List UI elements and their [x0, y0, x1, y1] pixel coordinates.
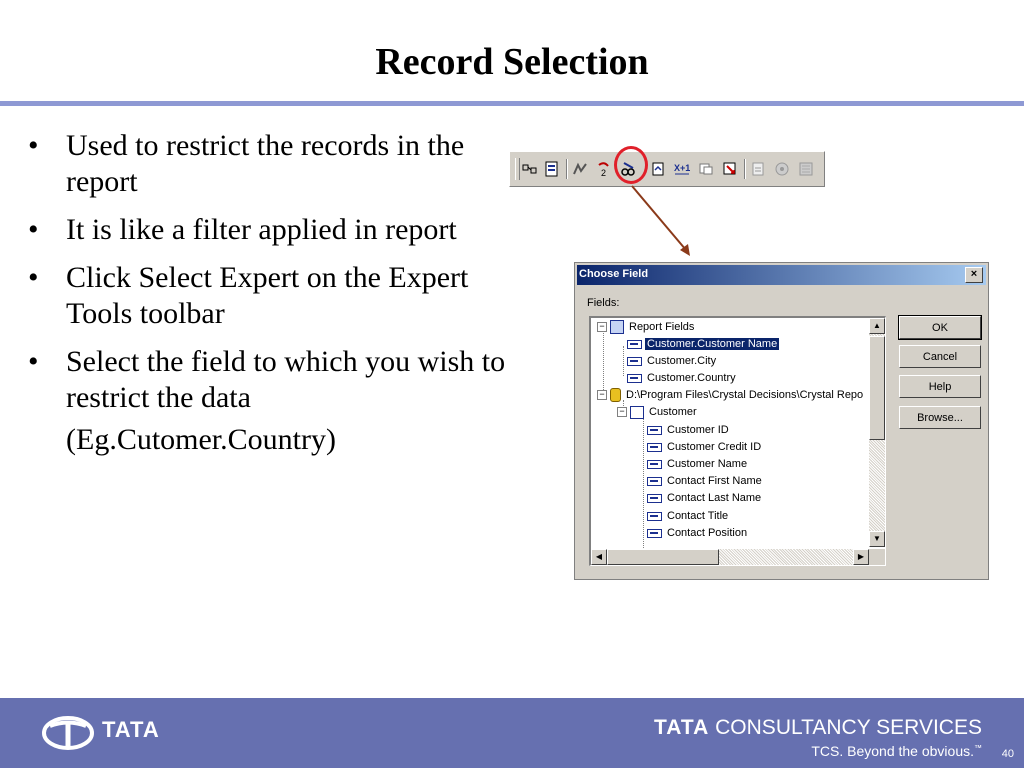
template-icon[interactable] [750, 161, 766, 177]
scroll-down-icon[interactable]: ▼ [869, 531, 885, 547]
tree-node-report-fields[interactable]: − Report Fields [597, 319, 696, 335]
tree-node-field[interactable]: Customer.City [627, 353, 718, 369]
tree-node-field[interactable]: Contact Last Name [647, 490, 763, 506]
bullet-item: • It is like a filter applied in report [28, 212, 518, 248]
tree-node-field[interactable]: Customer ID [647, 422, 731, 438]
footer-bar [0, 698, 1024, 768]
slide-title: Record Selection [375, 41, 649, 83]
scroll-up-icon[interactable]: ▲ [869, 318, 885, 334]
tree-node-field[interactable]: Contact Position [647, 525, 749, 541]
svg-text:X+1: X+1 [674, 163, 690, 173]
browse-button[interactable]: Browse... [899, 406, 981, 429]
tree-node-field[interactable]: Customer.Country [627, 370, 738, 386]
group-icon[interactable] [522, 161, 538, 177]
toolbar-grip[interactable] [515, 158, 520, 180]
tree-node-field[interactable]: Customer Name [647, 456, 749, 472]
pointer-arrow [630, 184, 700, 264]
scroll-right-icon[interactable]: ▶ [853, 549, 869, 565]
title-divider [0, 101, 1024, 106]
close-icon[interactable]: × [965, 267, 983, 283]
map-icon[interactable] [798, 161, 814, 177]
fields-label: Fields: [587, 297, 620, 309]
tree-node-database[interactable]: − D:\Program Files\Crystal Decisions\Crystal Repo [597, 387, 865, 403]
field-icon [647, 494, 662, 503]
help-button[interactable]: Help [899, 375, 981, 398]
group-sort-icon[interactable] [544, 161, 560, 177]
tree-line [603, 330, 604, 392]
bullet-list [28, 128, 518, 458]
toolbar-separator [744, 159, 746, 179]
tree-node-field[interactable]: Customer Credit ID [647, 439, 763, 455]
tree-line [643, 416, 644, 556]
horizontal-scroll-thumb[interactable] [607, 549, 719, 565]
field-icon [647, 512, 662, 521]
choose-field-dialog [574, 262, 989, 580]
tcs-tagline: TCS. Beyond the obvious.™ [811, 743, 982, 759]
toolbar-separator [566, 159, 568, 179]
record-sort-icon[interactable] [572, 161, 588, 177]
bullet-item: • Select the field to which you wish to restrict the data [28, 344, 518, 416]
scrollbar-corner [869, 549, 885, 565]
horizontal-scrollbar[interactable] [591, 549, 869, 565]
collapse-icon[interactable]: − [617, 407, 627, 417]
field-icon [647, 529, 662, 538]
subreport-icon[interactable] [698, 161, 714, 177]
expert-tools-toolbar [509, 151, 825, 187]
example-note: (Eg.Cutomer.Country) [66, 423, 336, 456]
tree-line [623, 346, 624, 376]
table-icon [630, 406, 644, 419]
database-icon [610, 388, 621, 402]
tree-node-field[interactable]: Contact Title [647, 508, 730, 524]
tata-logo-icon [42, 716, 94, 750]
field-icon [647, 460, 662, 469]
tree-node-field[interactable]: Contact First Name [647, 473, 764, 489]
bullet-item: • Used to restrict the records in the report [28, 128, 518, 200]
section-expert-icon[interactable] [650, 161, 666, 177]
scroll-left-icon[interactable]: ◀ [591, 549, 607, 565]
svg-text:2: 2 [601, 168, 607, 177]
tcs-brand [654, 716, 982, 740]
vertical-scrollbar[interactable] [869, 318, 885, 547]
ok-button[interactable]: OK [899, 316, 981, 339]
select-expert-highlight-circle [614, 146, 648, 184]
collapse-icon[interactable]: − [597, 390, 607, 400]
tree-node-field[interactable]: Customer.Customer Name [627, 336, 779, 352]
tata-wordmark: TATA [102, 717, 160, 742]
tree-node-table[interactable]: − Customer [617, 404, 699, 420]
field-icon [647, 443, 662, 452]
sql-icon[interactable] [774, 161, 790, 177]
running-total-icon[interactable] [674, 161, 690, 177]
dialog-title-bar[interactable] [577, 265, 986, 285]
tcs-brand-bold: TATA [653, 716, 710, 739]
report-fields-icon [610, 320, 624, 334]
tcs-brand-name: CONSULTANCY SERVICES [715, 716, 982, 739]
field-icon [647, 477, 662, 486]
field-tree[interactable] [589, 316, 886, 566]
vertical-scroll-thumb[interactable] [869, 336, 885, 440]
field-icon [627, 374, 642, 383]
field-icon [627, 357, 642, 366]
dialog-title: Choose Field [579, 268, 649, 280]
field-icon [627, 340, 642, 349]
cancel-button[interactable]: Cancel [899, 345, 981, 368]
field-icon [647, 426, 662, 435]
bullet-item: • Click Select Expert on the Expert Tools toolbar [28, 260, 518, 332]
formula-icon[interactable] [596, 161, 612, 177]
highlight-icon[interactable] [722, 161, 738, 177]
page-number: 40 [1001, 748, 1014, 760]
collapse-icon[interactable]: − [597, 322, 607, 332]
